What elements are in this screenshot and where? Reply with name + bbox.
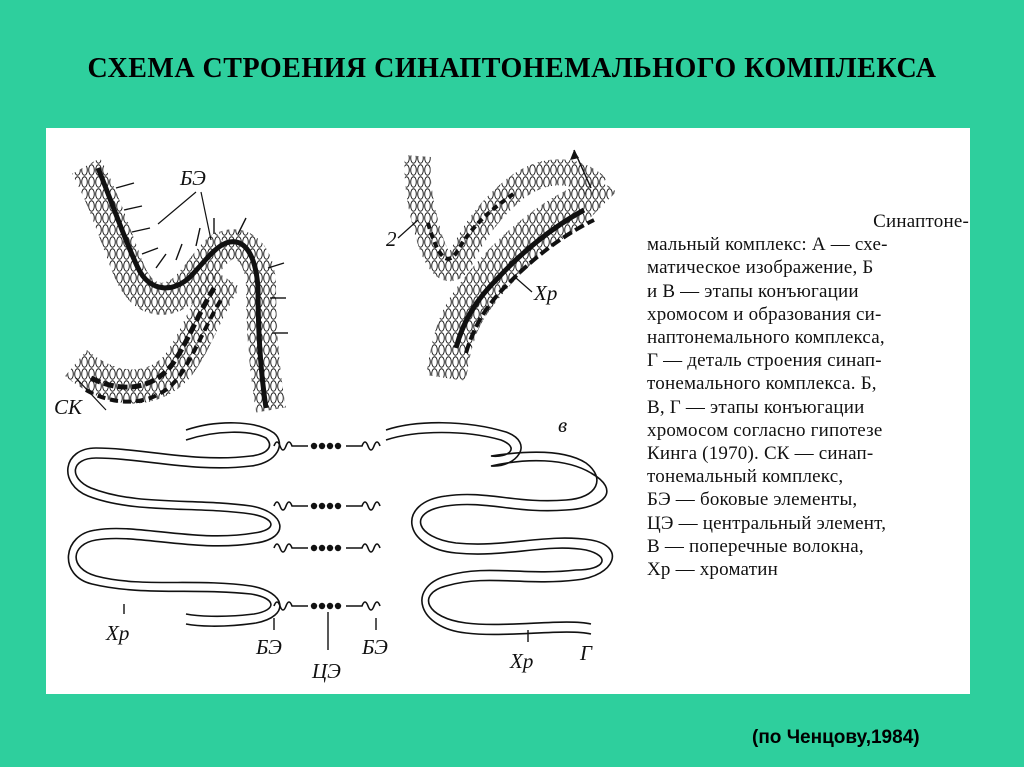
chromatin-loops-left-outer	[75, 423, 280, 626]
label-be-right: БЭ	[362, 635, 388, 659]
label-ce: ЦЭ	[312, 659, 341, 683]
caption-line: мальный комплекс: А — схе-	[647, 234, 888, 256]
caption-line: В — поперечные волокна,	[647, 535, 864, 557]
wiggle-1r	[346, 442, 380, 450]
figure-g	[68, 423, 613, 635]
chromatin-loops-left-inner	[68, 432, 271, 616]
figure-b	[76, 166, 288, 410]
wiggle-2r	[346, 502, 380, 510]
caption-line: ЦЭ — центральный элемент,	[647, 512, 887, 534]
chromatin-loops-right-outer	[386, 423, 612, 625]
caption-line: наптонемального комплекса,	[647, 327, 885, 349]
label-g: Г	[580, 641, 592, 665]
wiggle-2l	[274, 502, 308, 510]
figure-v	[418, 150, 602, 378]
caption-line: тонемальный комплекс,	[647, 466, 844, 488]
caption-line: Синаптоне-	[873, 211, 969, 232]
label-be-top: БЭ	[180, 166, 206, 190]
caption-line: В, Г — этапы конъюгации	[647, 396, 865, 418]
caption-line: тонемального комплекса. Б,	[647, 373, 877, 395]
label-hr-left: Хр	[106, 621, 130, 645]
label-hr-top: Хр	[534, 281, 558, 305]
caption-line: хромосом и образования си-	[647, 303, 882, 325]
label-sk: СК	[54, 395, 82, 419]
figure-caption	[647, 210, 969, 581]
label-be-left: БЭ	[256, 635, 282, 659]
slide-title: СХЕМА СТРОЕНИЯ СИНАПТОНЕМАЛЬНОГО КОМПЛЕКСА	[87, 53, 937, 84]
caption-line: матическое изображение, Б	[647, 257, 874, 279]
caption-line: БЭ — боковые элементы,	[647, 489, 858, 511]
central-elements	[311, 443, 341, 609]
caption-line: и В — этапы конъюгации	[647, 280, 859, 302]
caption-line: Г — деталь строения синап-	[647, 350, 882, 372]
caption-line: Кинга (1970). СК — синап-	[647, 443, 874, 465]
pointer-be-2	[201, 192, 211, 240]
label-2: 2	[386, 227, 397, 251]
label-v: в	[558, 413, 568, 437]
caption-line: Хр — хроматин	[647, 559, 778, 581]
wiggle-4r	[346, 602, 380, 610]
wiggle-3r	[346, 544, 380, 552]
label-hr-right: Хр	[510, 649, 534, 673]
pointer-be-1	[158, 192, 196, 224]
source-credit: (по Ченцову,1984)	[752, 727, 920, 748]
caption-line: хромосом согласно гипотезе	[647, 419, 883, 441]
wiggle-3l	[274, 544, 308, 552]
pointer-hr-top	[516, 278, 532, 292]
chromatin-loops-right-inner	[386, 433, 602, 635]
